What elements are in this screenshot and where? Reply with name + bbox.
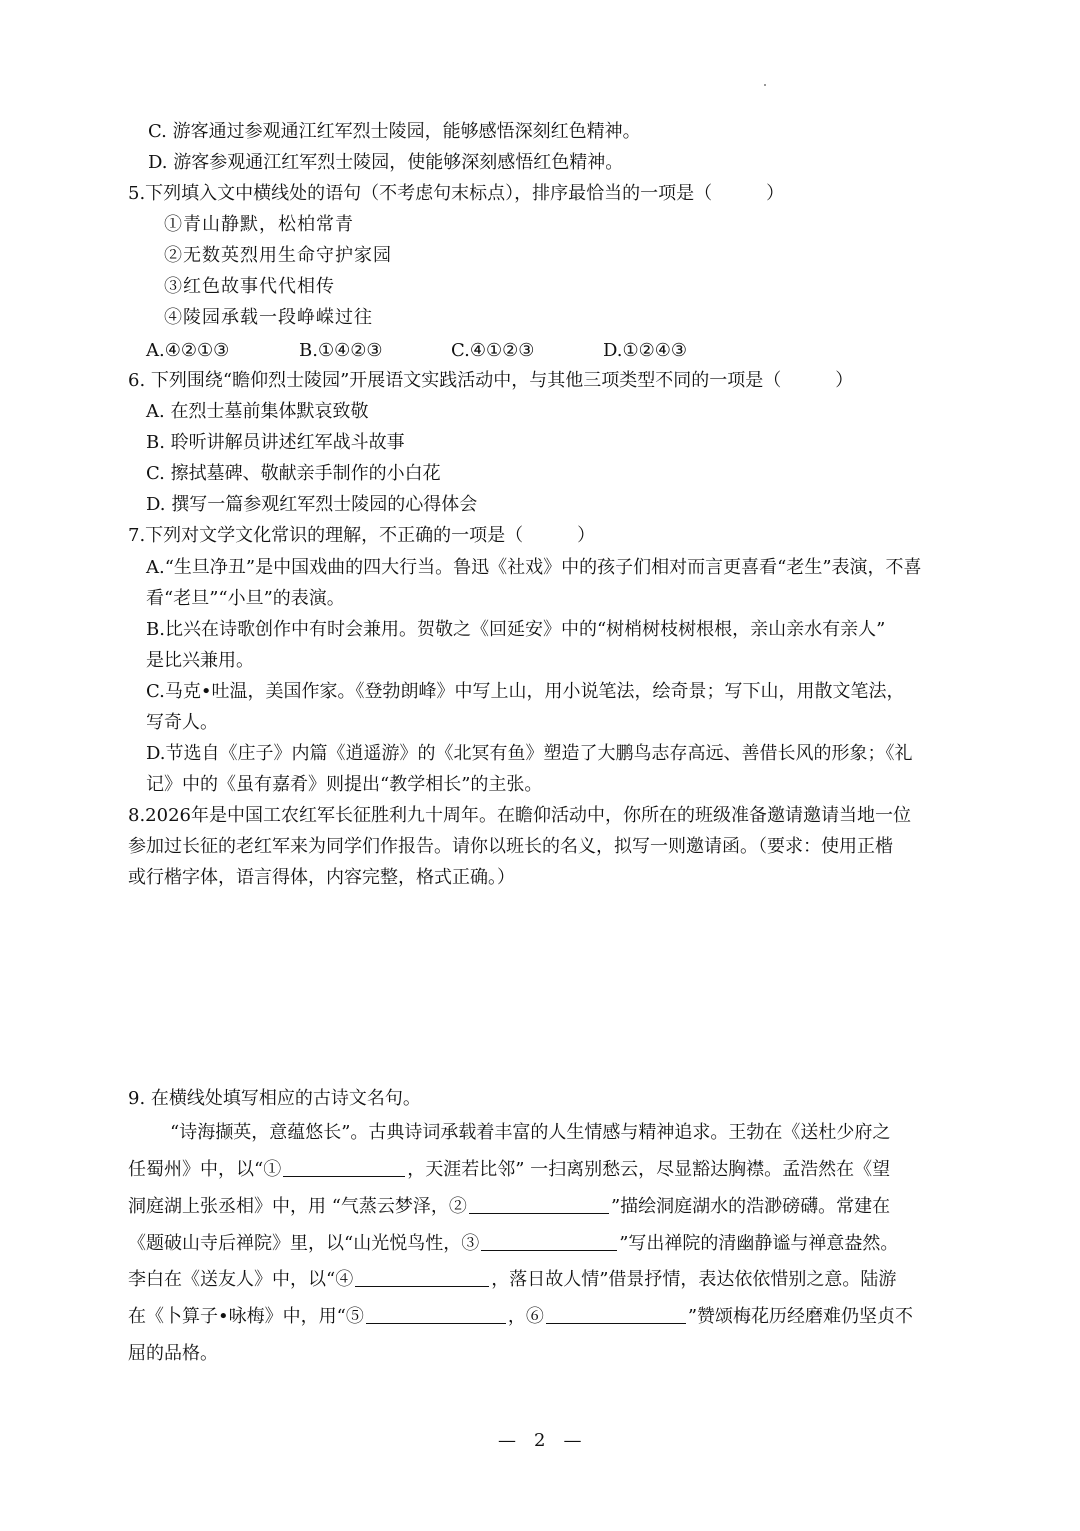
q6-option-d: D. 撰写一篇参观红军烈士陵园的心得体会 [146, 494, 478, 515]
q7-option-a-line2: 看“老旦”“小旦”的表演。 [146, 588, 345, 609]
q9-paragraph-line7: 屈的品格。 [128, 1343, 218, 1364]
answer-blank-6[interactable] [546, 1305, 686, 1324]
answer-blank-4[interactable] [355, 1268, 489, 1287]
q7-option-b-line1: B.比兴在诗歌创作中有时会兼用。贺敬之《回延安》中的“树梢树枝树根根，亲山亲水有亲人” [146, 619, 886, 640]
q9-paragraph-line5 [128, 1267, 896, 1293]
q9-text: ，天涯若比邻” 一扫离别愁云，尽显豁达胸襟。孟浩然在《望 [407, 1159, 891, 1180]
q5-item-1: ①青山静默，松柏常青 [164, 214, 354, 235]
q9-text: ”写出禅院的清幽静谧与禅意盎然。 [619, 1233, 899, 1254]
q6-option-a: A. 在烈士墓前集体默哀致敬 [146, 401, 369, 422]
q5-item-4: ④陵园承载一段峥嵘过往 [164, 307, 373, 328]
q5-option-d: D.①②④③ [603, 340, 688, 361]
q8-line-2: 参加过长征的老红军来为同学们作报告。请你以班长的名义，拟写一则邀请函。（要求：使用正楷 [128, 836, 893, 857]
q7-option-b-line2: 是比兴兼用。 [146, 650, 254, 671]
q9-text: 任蜀州》中，以“① [128, 1159, 282, 1180]
q7-option-a-line1: A.“生旦净丑”是中国戏曲的四大行当。鲁迅《社戏》中的孩子们相对而言更喜看“老生”表演，不喜 [146, 557, 922, 578]
q7-option-c-line1: C.马克•吐温，美国作家。《登勃朗峰》中写上山，用小说笔法，绘奇景；写下山，用散文笔法， [146, 681, 905, 702]
q9-text: ，落日故人情”借景抒情，表达依依惜别之意。陆游 [491, 1269, 897, 1290]
q7-option-d-line1: D.节选自《庄子》内篇《逍遥游》的《北冥有鱼》塑造了大鹏鸟志存高远、善借长风的形象；《礼 [146, 743, 913, 764]
q8-line-1: 8.2026年是中国工农红军长征胜利九十周年。在瞻仰活动中，你所在的班级准备邀请邀请当地一位 [128, 805, 911, 826]
q8-line-3: 或行楷字体，语言得体，内容完整，格式正确。） [128, 867, 515, 888]
q9-paragraph-line2 [128, 1157, 890, 1183]
answer-blank-2[interactable] [469, 1195, 609, 1214]
q9-stem: 9. 在横线处填写相应的古诗文名句。 [128, 1088, 421, 1109]
q5-stem: 5.下列填入文中横线处的语句（不考虑句末标点），排序最恰当的一项是（ ） [128, 183, 785, 204]
q9-paragraph-line4 [128, 1231, 898, 1257]
q9-paragraph-line1: “诗海撷英，意蕴悠长”。古典诗词承载着丰富的人生情感与精神追求。王勃在《送杜少府之 [170, 1122, 891, 1143]
q4-option-d: D. 游客参观通江红军烈士陵园，使能够深刻感悟红色精神。 [148, 152, 624, 173]
q5-item-2: ②无数英烈用生命守护家园 [164, 245, 392, 266]
q6-option-b: B. 聆听讲解员讲述红军战斗故事 [146, 432, 405, 453]
q9-paragraph-line3 [128, 1194, 890, 1220]
q9-text: 在《卜算子•咏梅》中，用“⑤ [128, 1306, 364, 1327]
answer-blank-5[interactable] [366, 1305, 506, 1324]
q6-option-c: C. 擦拭墓碑、敬献亲手制作的小白花 [146, 463, 441, 484]
q4-option-c: C. 游客通过参观通江红军烈士陵园，能够感悟深刻红色精神。 [148, 121, 641, 142]
q5-item-3: ③红色故事代代相传 [164, 276, 335, 297]
q9-text: 李白在《送友人》中，以“④ [128, 1269, 354, 1290]
answer-blank-3[interactable] [481, 1232, 617, 1251]
q9-paragraph-line6 [128, 1304, 913, 1330]
q7-stem: 7.下列对文学文化常识的理解，不正确的一项是（ ） [128, 525, 596, 546]
page-number: — 2 — [498, 1430, 582, 1451]
scan-dot [764, 84, 766, 86]
q9-text: 《题破山寺后禅院》里，以“山光悦鸟性，③ [128, 1233, 480, 1254]
answer-blank-1[interactable] [283, 1158, 405, 1177]
q9-text: ，⑥ [507, 1306, 544, 1327]
q9-text: 洞庭湖上张丞相》中，用 “气蒸云梦泽，② [128, 1196, 467, 1217]
q9-text: ”描绘洞庭湖水的浩渺磅礴。常建在 [610, 1196, 891, 1217]
q5-option-a: A.④②①③ [146, 340, 230, 361]
q7-option-c-line2: 写奇人。 [146, 712, 218, 733]
q5-option-b: B.①④②③ [299, 340, 383, 361]
q5-option-c: C.④①②③ [451, 340, 535, 361]
q7-option-d-line2: 记》中的《虽有嘉肴》则提出“教学相长”的主张。 [146, 774, 543, 795]
q9-text: ”赞颂梅花历经磨难仍坚贞不 [687, 1306, 914, 1327]
q6-stem: 6. 下列围绕“瞻仰烈士陵园”开展语文实践活动中，与其他三项类型不同的一项是（ ） [128, 370, 854, 391]
